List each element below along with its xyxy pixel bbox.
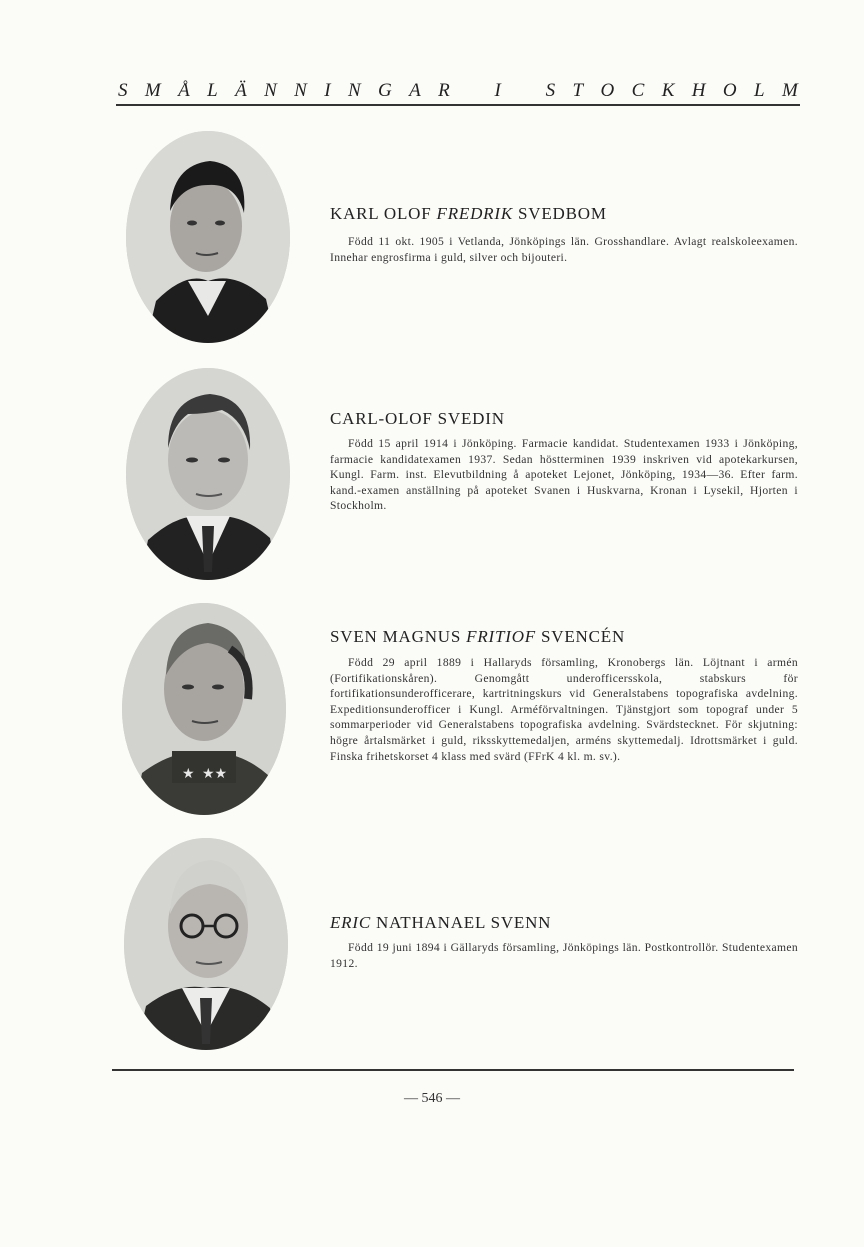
portrait-man-glasses bbox=[124, 838, 288, 1050]
running-head-letter: I bbox=[324, 80, 331, 101]
portrait-photo bbox=[126, 131, 290, 343]
portrait-photo bbox=[124, 838, 288, 1050]
svg-text:★★: ★★ bbox=[202, 766, 228, 782]
running-head-letter: T bbox=[572, 80, 584, 101]
running-head-letter: M bbox=[782, 80, 798, 101]
header-rule bbox=[116, 104, 800, 106]
running-head-letter: Å bbox=[178, 80, 190, 101]
running-head-letter: K bbox=[661, 80, 675, 101]
portrait-man-dark-hair bbox=[126, 131, 290, 343]
running-head-letter: S bbox=[118, 80, 128, 101]
running-head-letter: N bbox=[264, 80, 277, 101]
entry-name: KARL OLOF FREDRIK SVEDBOM bbox=[330, 204, 607, 223]
running-head-letter: N bbox=[347, 80, 361, 101]
running-head-letter: L bbox=[207, 80, 218, 101]
running-head-letter: O bbox=[600, 80, 615, 101]
page-number: — 546 — bbox=[404, 1091, 460, 1106]
running-head-letter: S bbox=[545, 80, 556, 101]
running-head-letter: G bbox=[378, 80, 392, 101]
running-head-letter: O bbox=[722, 80, 737, 101]
running-head-letter: M bbox=[144, 80, 161, 101]
running-head-letter: R bbox=[438, 80, 450, 101]
entry-bio: Född 15 april 1914 i Jönköping. Farmacie kandidat. Studentexamen 1933 i Jönköping, farmacie kandidatexamen 1937. Sedan höstterminen 1939 inskriven vid apotekarkursen, Kungl. Farm. inst. Elevutbildning å apoteket Lejonet, Jönköping, 1934—36. Efter farm. kand.-examen anställning på apoteket Svanen i Huskvarna, Kronan i Lysekil, Hjorten i Stockholm. bbox=[330, 437, 798, 513]
running-head-letter: H bbox=[691, 80, 706, 101]
running-head-letter: C bbox=[631, 80, 645, 101]
entry-name: ERIC NATHANAEL SVENN bbox=[330, 913, 552, 932]
running-head-letter: A bbox=[409, 80, 421, 101]
portrait-man-receding-hair bbox=[126, 368, 290, 580]
portrait-photo bbox=[126, 368, 290, 580]
portrait-photo bbox=[122, 603, 286, 815]
running-head bbox=[118, 80, 798, 102]
portrait-officer-uniform bbox=[122, 603, 286, 815]
entry-name: CARL-OLOF SVEDIN bbox=[330, 409, 505, 428]
running-head-letter: L bbox=[754, 80, 765, 101]
running-head-letter: N bbox=[294, 80, 307, 101]
running-head-word: I bbox=[494, 80, 501, 101]
entry-name: SVEN MAGNUS FRITIOF SVENCÉN bbox=[330, 627, 626, 646]
entry-bio: Född 19 juni 1894 i Gällaryds församling, Jönköpings län. Postkontrollör. Studentexamen 1912. bbox=[330, 941, 798, 970]
footer-rule bbox=[112, 1069, 794, 1071]
entry-bio: Född 29 april 1889 i Hallaryds församling, Kronobergs län. Löjtnant i armén (Fortifikationskåren). Genomgått underofficersskola, stabskurs för fortifikationsunderofficerare, kartritningskurs vid Generalstabens topografiska avdelning. Expeditionsunderofficer i Kungl. Arméförvaltningen. Tjänstgjort som topograf under 5 sommarperioder vid Generalstabens topografiska avdelning. Svärdstecknet. För skjutning: högre årtalsmärket i guld, riksskyttemedaljen, arméns skyttemedalj. Idrottsmärket i guld. Finska frihetskorset 4 klass med svärd (FFrK 4 kl. m. sv.). bbox=[330, 656, 798, 763]
svg-text:★: ★ bbox=[182, 766, 195, 782]
running-head-letter: Ä bbox=[235, 80, 247, 101]
entry-bio: Född 11 okt. 1905 i Vetlanda, Jönköpings län. Grosshandlare. Avlagt realskoleexamen. Innehar engrosfirma i guld, silver och bijouteri. bbox=[330, 235, 798, 264]
